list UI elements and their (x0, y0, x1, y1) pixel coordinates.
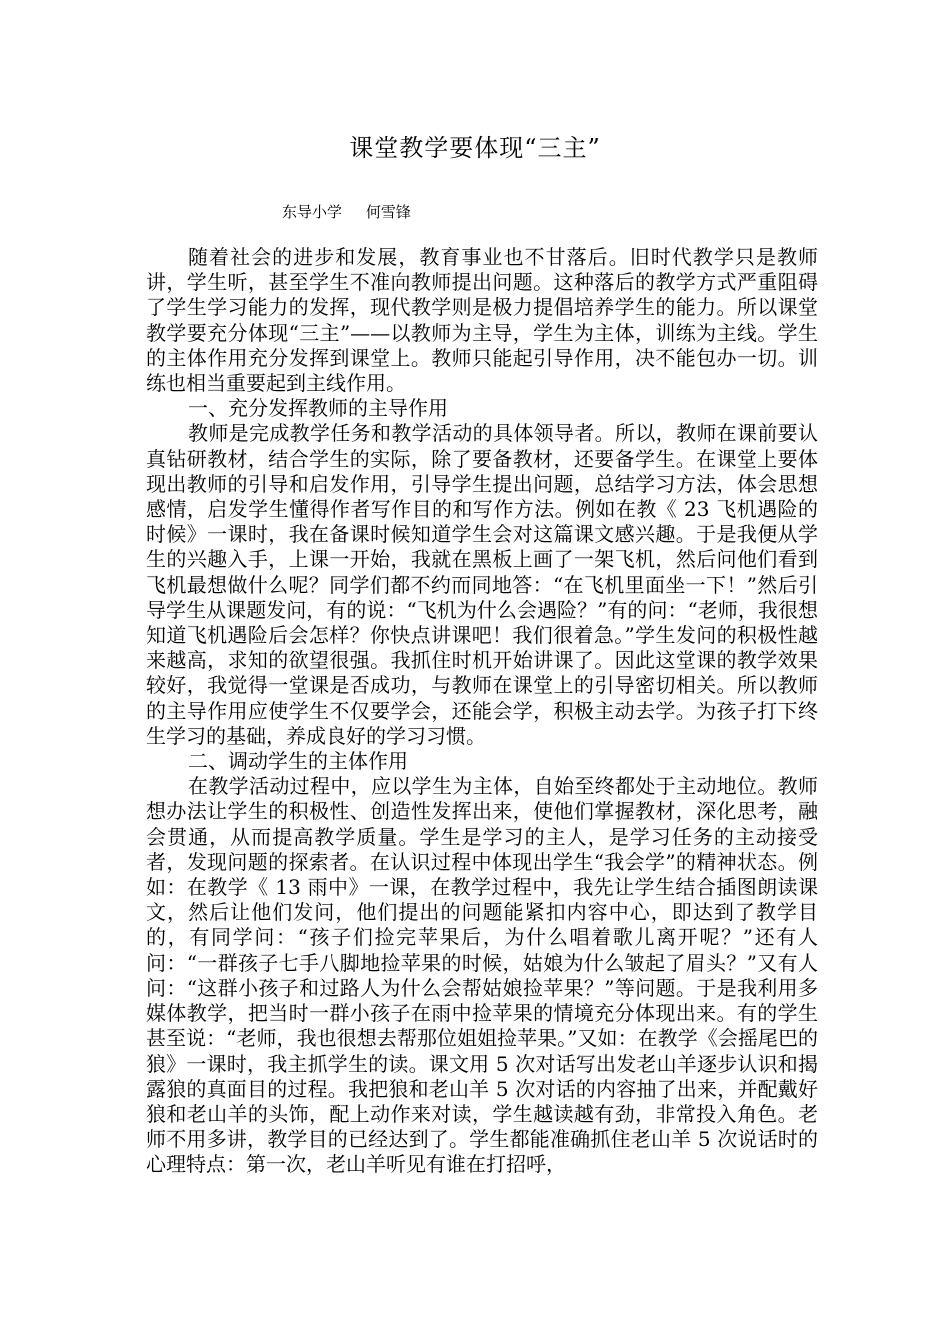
author-line: 东导小学 何雪锋 (282, 203, 411, 221)
document-body (146, 245, 818, 1178)
section-heading-1: 一、充分发挥教师的主导作用 (188, 396, 448, 421)
section-heading-2: 二、调动学生的主体作用 (188, 749, 408, 774)
section-1-paragraph: 教师是完成教学任务和教学活动的具体领导者。所以，教师在课前要认真钻研教材，结合学生的实际，除了要备教材，还要备学生。在课堂上要体现出教师的引导和启发作用，引导学生提出问题，总结学习方法，体会思想感情，启发学生懂得作者写作目的和写作方法。例如在教《 23 飞机遇险的时候》一课时，我在备课时候知道学生会对这篇课文感兴趣。于是我便从学生的兴趣入手，上课一开始，我就在黑板上画了一架飞机，然后问他们看到飞机最想做什么呢？同学们都不约而同地答：“在飞机里面坐一下！”然后引导学生从课题发问，有的说：“飞机为什么会遇险？”有的问：“老师，我很想知道飞机遇险后会怎样？你快点讲课吧！我们很着急。”学生发问的积极性越来越高，求知的欲望很强。我抓住时机开始讲课了。因此这堂课的教学效果较好，我觉得一堂课是否成功，与教师在课堂上的引导密切相关。所以教师的主导作用应使学生不仅要学会，还能会学，积极主动去学。为孩子打下终生学习的基础，养成良好的学习习惯。 (146, 421, 818, 748)
section-2-paragraph: 在教学活动过程中，应以学生为主体，自始至终都处于主动地位。教师想办法让学生的积极性、创造性发挥出来，使他们掌握教材，深化思考，融会贯通，从而提高教学质量。学生是学习的主人，是学习任务的主动接受者，发现问题的探索者。在认识过程中体现出学生“我会学”的精神状态。例如：在教学《 13 雨中》一课，在教学过程中，我先让学生结合插图朗读课文，然后让他们发问，他们提出的问题能紧扣内容中心，即达到了教学目的，有同学问：“孩子们捡完苹果后，为什么唱着歌儿离开呢？”还有人问：“一群孩子七手八脚地捡苹果的时候，姑娘为什么皱起了眉头？”又有人问：“这群小孩子和过路人为什么会帮姑娘捡苹果？”等问题。于是我利用多媒体教学，把当时一群小孩子在雨中捡苹果的情境充分体现出来。有的学生甚至说：“老师，我也很想去帮那位姐姐捡苹果。”又如：在教学《会摇尾巴的狼》一课时，我主抓学生的读。课文用 5 次对话写出发老山羊逐步认识和揭露狼的真面目的过程。我把狼和老山羊 5 次对话的内容抽了出来，并配戴好狼和老山羊的头饰，配上动作来对读，学生越读越有劲，非常投入角色。老师不用多讲，教学目的已经达到了。学生都能准确抓住老山羊 5 次说话时的心理特点：第一次，老山羊听见有谁在打招呼， (146, 774, 818, 1177)
intro-paragraph: 随着社会的进步和发展，教育事业也不甘落后。旧时代教学只是教师讲，学生听，甚至学生不准向教师提出问题。这种落后的教学方式严重阻碍了学生学习能力的发挥，现代教学则是极力提倡培养学生的能力。所以课堂教学要充分体现“三主”——以教师为主导，学生为主体，训练为主线。学生的主体作用充分发挥到课堂上。教师只能起引导作用，决不能包办一切。训练也相当重要起到主线作用。 (146, 245, 818, 396)
document-title: 课堂教学要体现“三主” (349, 134, 601, 162)
